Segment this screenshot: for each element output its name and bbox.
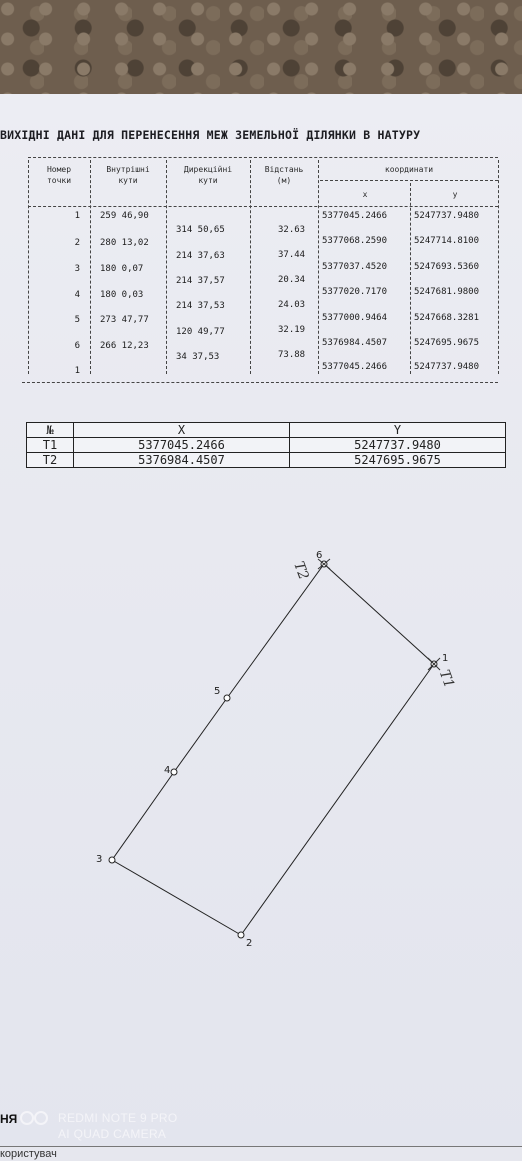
table-cell: 5377045.2466 xyxy=(74,438,290,453)
table-cell: 5247695.9675 xyxy=(290,453,506,468)
table-cell: 5247737.9480 xyxy=(290,438,506,453)
row-inner-angle: 180 0,07 xyxy=(100,264,144,274)
row-point: 5 xyxy=(74,315,80,325)
cross-mark-icon xyxy=(428,658,440,670)
row-point: 2 xyxy=(74,238,80,248)
vertex-marker xyxy=(171,769,177,775)
point-label: 3 xyxy=(96,854,103,865)
row-inner-angle: 273 47,77 xyxy=(100,315,149,325)
cut-off-footer-text: користувач xyxy=(0,1148,57,1160)
plot-boundary xyxy=(112,564,434,935)
segment-direction: 314 50,65 xyxy=(176,225,225,235)
row-x: 5377000.9464 xyxy=(322,313,388,323)
segment-distance: 73.88 xyxy=(278,350,306,360)
row-y: 5247693.5360 xyxy=(414,262,480,272)
point-label: 4 xyxy=(164,765,171,776)
document-title: ВИХІДНІ ДАНІ ДЛЯ ПЕРЕНЕСЕННЯ МЕЖ ЗЕМЕЛЬНОЇ ДІЛЯНКИ В НАТУРУ xyxy=(0,128,421,142)
vertex-marker xyxy=(109,857,115,863)
row-point: 4 xyxy=(74,290,80,300)
row-y: 5247737.9480 xyxy=(414,211,480,221)
camera-watermark xyxy=(58,1110,177,1142)
land-plot-plan xyxy=(0,540,522,960)
control-points-table xyxy=(26,422,506,468)
header-cell: X xyxy=(74,423,290,438)
vertex-marker xyxy=(238,932,244,938)
point-label: 2 xyxy=(246,938,253,949)
table-cell: T1 xyxy=(27,438,74,453)
table-cell: 5376984.4507 xyxy=(74,453,290,468)
segment-distance: 20.34 xyxy=(278,275,306,285)
table-cell: T2 xyxy=(27,453,74,468)
row-y: 5247668.3281 xyxy=(414,313,480,323)
row-point: 1 xyxy=(74,366,80,376)
segment-direction: 214 37,63 xyxy=(176,251,225,261)
header-direction-angles: Дирекційні кути xyxy=(183,165,233,185)
segment-direction: 34 37,53 xyxy=(176,352,220,362)
vertex-marker xyxy=(224,695,230,701)
row-x: 5377020.7170 xyxy=(322,287,388,297)
row-x: 5377045.2466 xyxy=(322,362,388,372)
segment-direction: 214 37,57 xyxy=(176,276,225,286)
segment-distance: 32.63 xyxy=(278,225,306,235)
header-point: Номер точки xyxy=(46,165,72,185)
row-inner-angle: 259 46,90 xyxy=(100,211,149,221)
row-inner-angle: 180 0,03 xyxy=(100,290,144,300)
segment-distance: 37.44 xyxy=(278,250,306,260)
row-inner-angle: 266 12,23 xyxy=(100,341,149,351)
row-y: 5247695.9675 xyxy=(414,338,480,348)
cut-off-text: НЯ xyxy=(0,1112,18,1126)
camera-logo-icon xyxy=(20,1111,50,1125)
row-x: 5377037.4520 xyxy=(322,262,388,272)
header-cell: Y xyxy=(290,423,506,438)
row-y: 5247714.8100 xyxy=(414,236,480,246)
next-sheet-strip xyxy=(0,1146,522,1161)
watermark-line: AI QUAD CAMERA xyxy=(58,1127,167,1141)
row-y: 5247681.9800 xyxy=(414,287,480,297)
header-coordinates: координати xyxy=(384,165,434,174)
header-distance: Відстань (м) xyxy=(264,165,304,185)
row-point: 6 xyxy=(74,341,80,351)
segment-distance: 24.03 xyxy=(278,300,306,310)
carpet-background xyxy=(0,0,522,96)
row-y: 5247737.9480 xyxy=(414,362,480,372)
point-label: 6 xyxy=(316,550,323,561)
handwritten-label: T1 xyxy=(435,667,458,691)
segment-distance: 32.19 xyxy=(278,325,306,335)
row-point: 1 xyxy=(74,211,80,221)
row-point: 3 xyxy=(74,264,80,274)
header-cell: № xyxy=(27,423,74,438)
table-row xyxy=(27,438,506,453)
table-row xyxy=(27,453,506,468)
header-y: y xyxy=(452,190,458,199)
segment-direction: 120 49,77 xyxy=(176,327,225,337)
watermark-line: REDMI NOTE 9 PRO xyxy=(58,1111,178,1125)
point-label: 5 xyxy=(214,686,221,697)
handwritten-label: T2 xyxy=(290,559,312,582)
point-label: 1 xyxy=(442,653,449,664)
row-x: 5377045.2466 xyxy=(322,211,388,221)
header-inner-angles: Внутрішні кути xyxy=(106,165,150,185)
row-inner-angle: 280 13,02 xyxy=(100,238,149,248)
row-x: 5377068.2590 xyxy=(322,236,388,246)
header-x: x xyxy=(362,190,368,199)
table-header-row xyxy=(27,423,506,438)
row-x: 5376984.4507 xyxy=(322,338,388,348)
segment-direction: 214 37,53 xyxy=(176,301,225,311)
